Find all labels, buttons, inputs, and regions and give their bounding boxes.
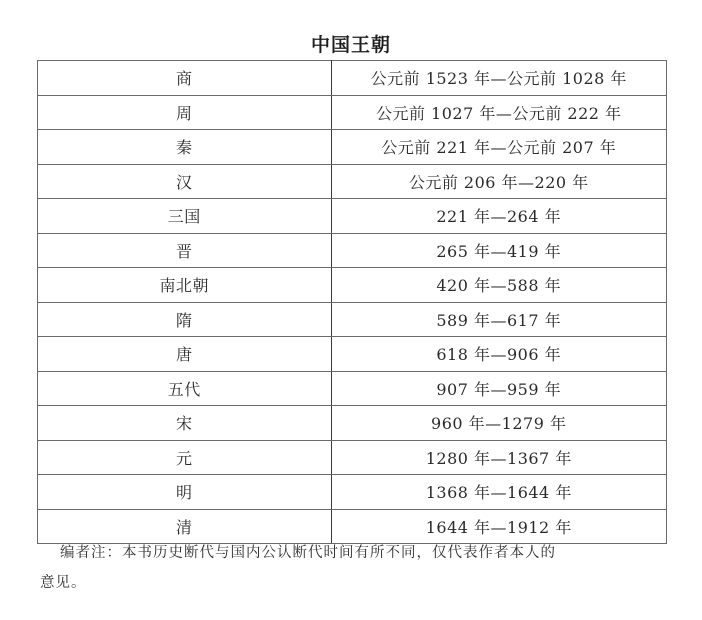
table-row <box>38 302 667 337</box>
dynasty-name-cell: 三国 <box>38 199 332 234</box>
dynasty-period-cell: 907 年—959 年 <box>331 371 666 406</box>
footnote-line-1: 编者注：本书历史断代与国内公认断代时间有所不同，仅代表作者本人的 <box>60 545 556 561</box>
table-row <box>38 475 667 510</box>
dynasty-table <box>37 60 667 544</box>
dynasty-period-cell: 589 年—617 年 <box>331 302 666 337</box>
table-row <box>38 61 667 96</box>
dynasty-period-cell: 1368 年—1644 年 <box>331 475 666 510</box>
table-row <box>38 268 667 303</box>
dynasty-name-cell: 隋 <box>38 302 332 337</box>
dynasty-period-cell: 1644 年—1912 年 <box>331 509 666 544</box>
table-row <box>38 371 667 406</box>
dynasty-period-cell: 公元前 221 年—公元前 207 年 <box>331 130 666 165</box>
table-row <box>38 233 667 268</box>
dynasty-period-cell: 420 年—588 年 <box>331 268 666 303</box>
dynasty-period-cell: 618 年—906 年 <box>331 337 666 372</box>
dynasty-name-cell: 唐 <box>38 337 332 372</box>
dynasty-name-cell: 宋 <box>38 406 332 441</box>
dynasty-name-cell: 清 <box>38 509 332 544</box>
table-row <box>38 337 667 372</box>
dynasty-period-cell: 1280 年—1367 年 <box>331 440 666 475</box>
dynasty-period-cell: 公元前 1523 年—公元前 1028 年 <box>331 61 666 96</box>
table-row <box>38 130 667 165</box>
table-row <box>38 199 667 234</box>
dynasty-name-cell: 晋 <box>38 233 332 268</box>
dynasty-name-cell: 明 <box>38 475 332 510</box>
editor-footnote <box>40 538 660 598</box>
table-row <box>38 406 667 441</box>
dynasty-name-cell: 周 <box>38 95 332 130</box>
table-row <box>38 164 667 199</box>
dynasty-period-cell: 221 年—264 年 <box>331 199 666 234</box>
table-title: 中国王朝 <box>310 34 391 56</box>
dynasty-name-cell: 秦 <box>38 130 332 165</box>
dynasty-name-cell: 五代 <box>38 371 332 406</box>
table-row <box>38 95 667 130</box>
dynasty-period-cell: 960 年—1279 年 <box>331 406 666 441</box>
dynasty-name-cell: 商 <box>38 61 332 96</box>
dynasty-period-cell: 265 年—419 年 <box>331 233 666 268</box>
table-row <box>38 440 667 475</box>
footnote-line-2: 意见。 <box>40 575 87 591</box>
dynasty-period-cell: 公元前 1027 年—公元前 222 年 <box>331 95 666 130</box>
dynasty-period-cell: 公元前 206 年—220 年 <box>331 164 666 199</box>
dynasty-name-cell: 元 <box>38 440 332 475</box>
dynasty-name-cell: 汉 <box>38 164 332 199</box>
dynasty-name-cell: 南北朝 <box>38 268 332 303</box>
